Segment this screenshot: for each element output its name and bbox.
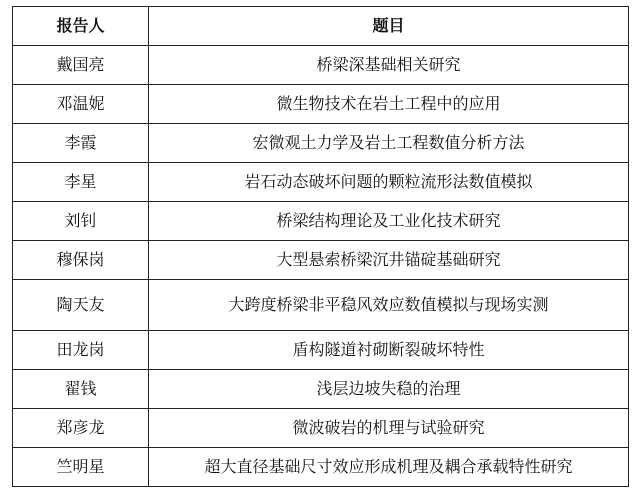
reporter-cell: 陶天友 bbox=[13, 280, 149, 331]
table-row bbox=[13, 370, 629, 409]
table-row bbox=[13, 202, 629, 241]
reporter-cell: 竺明星 bbox=[13, 448, 149, 487]
topic-cell: 微波破岩的机理与试验研究 bbox=[149, 409, 629, 448]
table-row bbox=[13, 448, 629, 487]
table-row bbox=[13, 331, 629, 370]
header-reporter: 报告人 bbox=[13, 7, 149, 46]
topic-cell: 桥梁结构理论及工业化技术研究 bbox=[149, 202, 629, 241]
header-row bbox=[13, 7, 629, 46]
table-header bbox=[13, 7, 629, 46]
reporter-cell: 戴国亮 bbox=[13, 46, 149, 85]
table-row bbox=[13, 241, 629, 280]
reporter-cell: 邓温妮 bbox=[13, 85, 149, 124]
table-row bbox=[13, 124, 629, 163]
topic-cell: 浅层边坡失稳的治理 bbox=[149, 370, 629, 409]
table-row bbox=[13, 409, 629, 448]
topic-cell: 大跨度桥梁非平稳风效应数值模拟与现场实测 bbox=[149, 280, 629, 331]
report-schedule-table bbox=[12, 6, 629, 487]
reporter-cell: 刘钊 bbox=[13, 202, 149, 241]
table-row bbox=[13, 46, 629, 85]
table-row bbox=[13, 163, 629, 202]
topic-cell: 微生物技术在岩土工程中的应用 bbox=[149, 85, 629, 124]
topic-cell: 岩石动态破坏问题的颗粒流形法数值模拟 bbox=[149, 163, 629, 202]
reporter-cell: 穆保岗 bbox=[13, 241, 149, 280]
topic-cell: 宏微观土力学及岩土工程数值分析方法 bbox=[149, 124, 629, 163]
topic-cell: 超大直径基础尺寸效应形成机理及耦合承载特性研究 bbox=[149, 448, 629, 487]
header-topic: 题目 bbox=[149, 7, 629, 46]
topic-cell: 桥梁深基础相关研究 bbox=[149, 46, 629, 85]
topic-cell: 盾构隧道衬砌断裂破坏特性 bbox=[149, 331, 629, 370]
table-row bbox=[13, 85, 629, 124]
topic-cell: 大型悬索桥梁沉井锚碇基础研究 bbox=[149, 241, 629, 280]
table-body bbox=[13, 46, 629, 487]
table-row bbox=[13, 280, 629, 331]
report-schedule-table-container bbox=[12, 6, 628, 487]
reporter-cell: 李星 bbox=[13, 163, 149, 202]
reporter-cell: 翟钱 bbox=[13, 370, 149, 409]
reporter-cell: 李霞 bbox=[13, 124, 149, 163]
reporter-cell: 郑彦龙 bbox=[13, 409, 149, 448]
reporter-cell: 田龙岗 bbox=[13, 331, 149, 370]
